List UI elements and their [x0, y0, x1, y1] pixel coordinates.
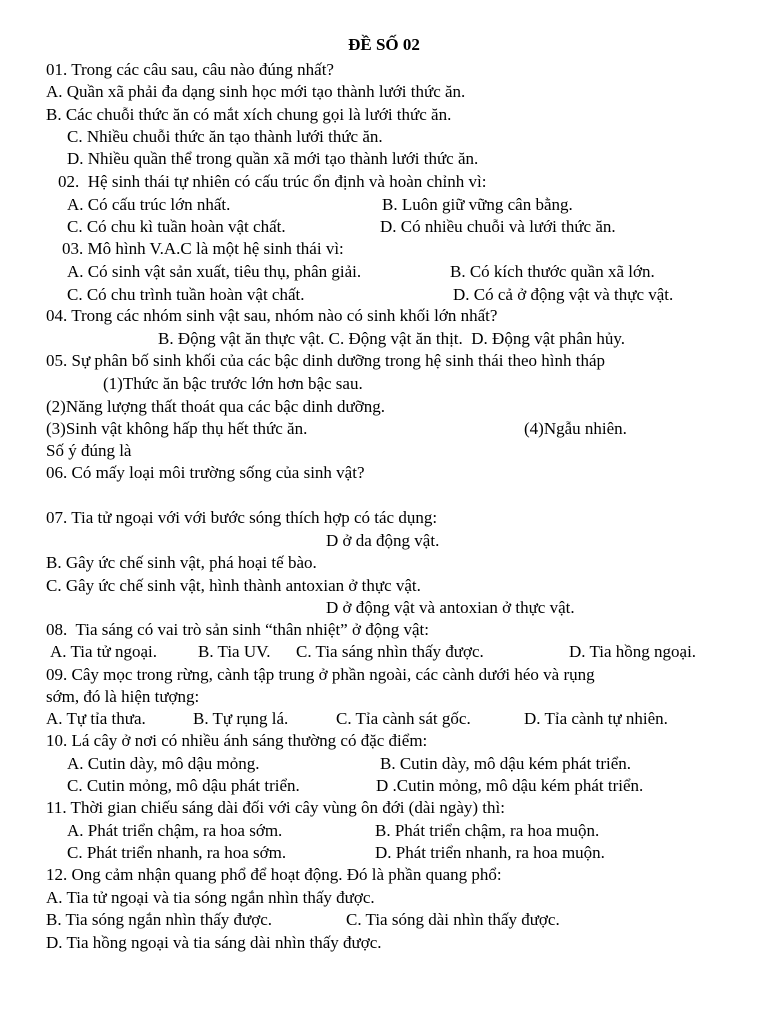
- q11-option-c: C. Phát triển nhanh, ra hoa sớm.: [67, 843, 287, 862]
- q08-option-a: A. Tia tử ngoại.: [50, 642, 157, 661]
- q08-option-b: B. Tia UV.: [198, 642, 271, 661]
- q02-option-d: D. Có nhiều chuỗi và lưới thức ăn.: [380, 217, 616, 236]
- q09-option-b: B. Tự rụng lá.: [193, 709, 289, 728]
- q10-option-a: A. Cutin dày, mô dậu mỏng.: [67, 754, 260, 773]
- q01-option-c: C. Nhiều chuỗi thức ăn tạo thành lưới thức ăn.: [67, 127, 383, 146]
- q11-option-b: B. Phát triển chậm, ra hoa muộn.: [375, 821, 600, 840]
- question-08: 08. Tia sáng có vai trò sản sinh “thân nhiệt” ở động vật:: [46, 620, 429, 639]
- q10-option-d: D .Cutin mỏng, mô dậu kém phát triển.: [376, 776, 644, 795]
- q07-line-d-antoxian: D ở động vật và antoxian ở thực vật.: [326, 598, 575, 617]
- q05-item-3: (3)Sinh vật không hấp thụ hết thức ăn.: [46, 419, 308, 438]
- q03-option-b: B. Có kích thước quần xã lớn.: [450, 262, 655, 281]
- q01-option-b: B. Các chuỗi thức ăn có mắt xích chung gọi là lưới thức ăn.: [46, 105, 452, 124]
- q02-option-a: A. Có cấu trúc lớn nhất.: [67, 195, 231, 214]
- q05-prompt: Số ý đúng là: [46, 441, 132, 460]
- q12-option-b: B. Tia sóng ngắn nhìn thấy được.: [46, 910, 272, 929]
- question-11: 11. Thời gian chiếu sáng dài đối với cây vùng ôn đới (dài ngày) thì:: [46, 798, 505, 817]
- q07-option-c: C. Gây ức chế sinh vật, hình thành antoxian ở thực vật.: [46, 576, 421, 595]
- q10-option-b: B. Cutin dày, mô dậu kém phát triển.: [380, 754, 632, 773]
- q09-option-c: C. Tỉa cành sát gốc.: [336, 709, 471, 728]
- q11-option-d: D. Phát triển nhanh, ra hoa muộn.: [375, 843, 605, 862]
- question-07: 07. Tia tử ngoại với với bước sóng thích hợp có tác dụng:: [46, 508, 438, 527]
- question-06: 06. Có mấy loại môi trường sống của sinh vật?: [46, 463, 365, 482]
- q12-option-d: D. Tia hồng ngoại và tia sáng dài nhìn thấy được.: [46, 933, 382, 952]
- q01-option-a: A. Quần xã phải đa dạng sinh học mới tạo thành lưới thức ăn.: [46, 82, 466, 101]
- q12-option-a: A. Tia tử ngoại và tia sóng ngắn nhìn thấy được.: [46, 888, 375, 907]
- q07-option-b: B. Gây ức chế sinh vật, phá hoại tế bào.: [46, 553, 317, 572]
- q10-option-c: C. Cutin mỏng, mô dậu phát triển.: [67, 776, 300, 795]
- q09-option-a: A. Tự tỉa thưa.: [46, 709, 146, 728]
- question-10: 10. Lá cây ở nơi có nhiều ánh sáng thường có đặc điểm:: [46, 731, 428, 750]
- q05-item-4: (4)Ngẫu nhiên.: [524, 419, 627, 438]
- question-02: 02. Hệ sinh thái tự nhiên có cấu trúc ổn định và hoàn chỉnh vì:: [58, 172, 487, 191]
- question-12: 12. Ong cảm nhận quang phổ để hoạt động. Đó là phần quang phổ:: [46, 865, 502, 884]
- q08-option-c: C. Tia sáng nhìn thấy được.: [296, 642, 484, 661]
- question-04: 04. Trong các nhóm sinh vật sau, nhóm nào có sinh khối lớn nhất?: [46, 306, 498, 325]
- q09-option-d: D. Tỉa cành tự nhiên.: [524, 709, 668, 728]
- q04-options: B. Động vật ăn thực vật. C. Động vật ăn thịt. D. Động vật phân hủy.: [158, 329, 626, 348]
- q02-option-c: C. Có chu kì tuần hoàn vật chất.: [67, 217, 286, 236]
- q07-line-d-skin: D ở da động vật.: [326, 531, 440, 550]
- q03-option-c: C. Có chu trình tuần hoàn vật chất.: [67, 285, 305, 304]
- q01-option-d: D. Nhiều quần thể trong quần xã mới tạo thành lưới thức ăn.: [67, 149, 479, 168]
- q03-option-d: D. Có cả ở động vật và thực vật.: [453, 285, 674, 304]
- q11-option-a: A. Phát triển chậm, ra hoa sớm.: [67, 821, 283, 840]
- q02-option-b: B. Luôn giữ vững cân bằng.: [382, 195, 573, 214]
- q05-item-2: (2)Năng lượng thất thoát qua các bậc dinh dưỡng.: [46, 397, 386, 416]
- q08-option-d: D. Tia hồng ngoại.: [569, 642, 697, 661]
- question-01: 01. Trong các câu sau, câu nào đúng nhất?: [46, 60, 334, 79]
- question-09-cont: sớm, đó là hiện tượng:: [46, 687, 200, 706]
- question-05: 05. Sự phân bố sinh khối của các bậc dinh dưỡng trong hệ sinh thái theo hình tháp: [46, 351, 606, 370]
- q03-option-a: A. Có sinh vật sản xuất, tiêu thụ, phân giải.: [67, 262, 362, 281]
- q05-item-1: (1)Thức ăn bậc trước lớn hơn bậc sau.: [103, 374, 363, 393]
- exam-title: ĐỀ SỐ 02: [348, 35, 420, 54]
- q12-option-c: C. Tia sóng dài nhìn thấy được.: [346, 910, 560, 929]
- question-09: 09. Cây mọc trong rừng, cành tập trung ở phần ngoài, các cành dưới héo và rụng: [46, 665, 595, 684]
- question-03: 03. Mô hình V.A.C là một hệ sinh thái vì:: [62, 239, 344, 258]
